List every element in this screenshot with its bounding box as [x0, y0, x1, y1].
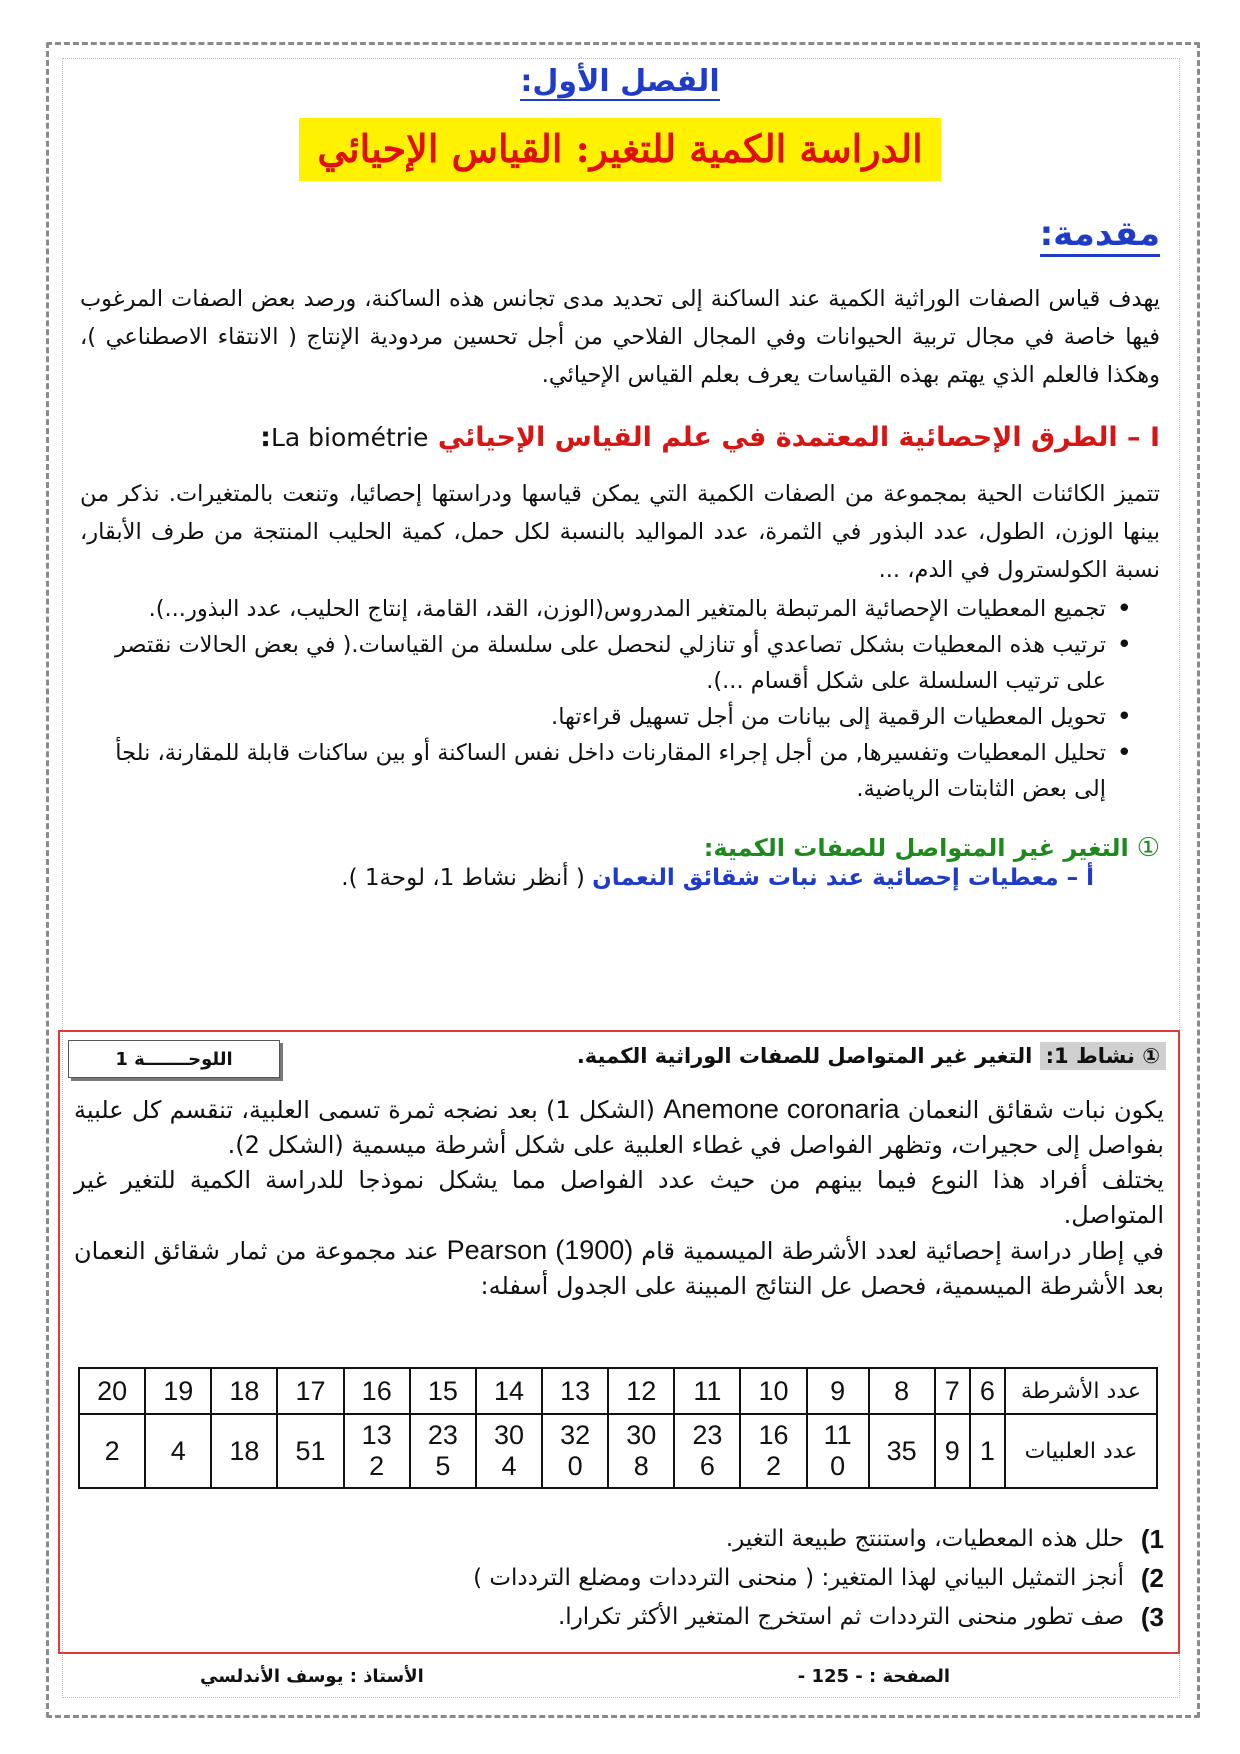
activity-p3-start: في إطار دراسة إحصائية لعدد الأشرطة الميسمية قام [641, 1237, 1164, 1265]
author-name: الأستاذ : يوسف الأندلسي [200, 1666, 424, 1687]
table-cell: 8 [869, 1368, 935, 1414]
table-cell: 17 [277, 1368, 343, 1414]
section-1-colon: : [260, 422, 271, 453]
study-year: (1900) [555, 1235, 634, 1265]
table-cell [145, 1414, 211, 1488]
questions-list [74, 1520, 1164, 1637]
table-cell [674, 1414, 740, 1488]
title-wrap [80, 118, 1160, 200]
activity-heading [577, 1044, 1166, 1068]
table-cell [740, 1414, 806, 1488]
table-cell: 15 [410, 1368, 476, 1414]
cell-line: 2 [104, 1435, 120, 1466]
question-number: 1) [1140, 1524, 1164, 1554]
list-item: • تحليل المعطيات وتفسيرها, من أجل إجراء المقارنات داخل نفس الساكنة أو بين ساكنات قابلة للمقارنة، نلجأ إلى بعض الثابتات الرياضية. [80, 735, 1136, 807]
question-text: أنجز التمثيل البياني لهذا المتغير: ( منحنى الترددات ومضلع الترددات ) [473, 1565, 1124, 1591]
subsection-a-label: أ – معطيات إحصائية عند نبات شقائق النعمان [592, 865, 1094, 891]
question-item [74, 1559, 1164, 1598]
table-cell: 12 [608, 1368, 674, 1414]
activity-paragraph-3 [74, 1233, 1164, 1304]
section-1-paragraph: تتميز الكائنات الحية بمجموعة من الصفات الكمية التي يمكن قياسها ودراستها إحصائيا، وتنعت بالمتغيرات. نذكر من بينها الوزن، الطول، عدد البذور في الثمرة، عدد المواليد بالنسبة لكل حمل، كمية الحليب المنتجة من طرف الأبقار، نسبة الكولسترول في الدم، ... [80, 481, 1160, 583]
question-item [74, 1520, 1164, 1559]
row-header-capsules: عدد العلبيات [1005, 1414, 1157, 1488]
table-cell: 20 [79, 1368, 145, 1414]
cell-line: 13 [361, 1420, 392, 1450]
table-cell [79, 1414, 145, 1488]
cell-line: 32 [560, 1420, 591, 1450]
question-number: 2) [1140, 1563, 1164, 1593]
activity-p3-end: عند مجموعة من ثمار شقائق النعمان بعد الأشرطة الميسمية، فحصل عل النتائج المبينة على الجدول أسفله: [74, 1237, 1164, 1300]
cell-line: 18 [229, 1435, 260, 1466]
cell-line: 9 [944, 1435, 960, 1466]
table-cell [935, 1414, 970, 1488]
cell-line: 23 [427, 1420, 458, 1450]
species-name: Anemone coronaria [663, 1094, 900, 1124]
table-cell: 13 [542, 1368, 608, 1414]
cell-line: 30 [493, 1420, 524, 1450]
cell-line: 51 [295, 1435, 326, 1466]
list-item: • تجميع المعطيات الإحصائية المرتبطة بالمتغير المدروس(الوزن، القد، القامة، إنتاج الحليب، عدد البذور...). [80, 591, 1136, 627]
table-row [79, 1414, 1157, 1488]
table-cell: 6 [970, 1368, 1005, 1414]
table-cell: 14 [476, 1368, 542, 1414]
cell-line: 0 [830, 1451, 846, 1481]
cell-line: 23 [692, 1420, 723, 1450]
table-cell [807, 1414, 869, 1488]
activity-box [58, 1030, 1180, 1654]
steps-list [80, 591, 1160, 807]
cell-line: 6 [699, 1451, 715, 1481]
table-cell [344, 1414, 410, 1488]
cell-line: 11 [823, 1420, 852, 1450]
table-cell [211, 1414, 277, 1488]
subsection-a-heading [80, 865, 1160, 891]
activity-p1-start: يكون نبات شقائق النعمان [907, 1096, 1165, 1124]
table-cell: 7 [935, 1368, 970, 1414]
intro-paragraph: يهدف قياس الصفات الوراثية الكمية عند الساكنة إلى تحديد مدى تجانس هذه الساكنة، ورصد بعض الصفات المرغوب فيها خاصة في مجال تربية الحيوانات وفي المجال الفلاحي من أجل تحسين مردودية الإنتاج ( الانتقاء الاصطناعي )، وهكذا فالعلم الذي يهتم بهذه القياسات يعرف بعلم القياس الإحيائي. [80, 286, 1160, 388]
subsection-a-ref: ( أنظر نشاط 1، لوحة1 ). [341, 865, 585, 891]
cell-line: 8 [633, 1451, 649, 1481]
question-number: 3) [1140, 1602, 1164, 1632]
table-cell [542, 1414, 608, 1488]
document-title: الدراسة الكمية للتغير: القياس الإحيائي [299, 118, 940, 181]
section-1-latin: La biométrie [270, 423, 429, 452]
activity-title: التغير غير المتواصل للصفات الوراثية الكمية. [576, 1044, 1033, 1068]
page-footer [0, 1666, 1240, 1696]
cell-line: 4 [170, 1435, 186, 1466]
cell-line: 4 [501, 1451, 517, 1481]
cell-line: 2 [369, 1451, 385, 1481]
cell-line: 1 [979, 1435, 995, 1466]
cell-line: 35 [886, 1435, 917, 1466]
table-cell: 19 [145, 1368, 211, 1414]
table-cell: 9 [807, 1368, 869, 1414]
document-body [80, 60, 1160, 891]
activity-body [74, 1092, 1164, 1304]
activity-paragraph-1 [74, 1092, 1164, 1163]
table-cell: 16 [344, 1368, 410, 1414]
question-text: صف تطور منحنى الترددات ثم استخرج المتغير الأكثر تكرارا. [558, 1604, 1124, 1630]
scientist-name: Pearson [446, 1235, 548, 1265]
cell-line: 5 [435, 1451, 451, 1481]
cell-line: 0 [567, 1451, 583, 1481]
cell-line: 30 [626, 1420, 657, 1450]
activity-paragraph-2: يختلف أفراد هذا النوع فيما بينهم من حيث عدد الفواصل مما يشكل نموذجا للدراسة الكمية للتغير غير المتواصل. [74, 1166, 1164, 1229]
subsection-1-title: التغير غير المتواصل للصفات الكمية: [703, 834, 1129, 862]
table-row [79, 1368, 1157, 1414]
table-cell [277, 1414, 343, 1488]
section-1-label: I – الطرق الإحصائية المعتمدة في علم القياس الإحيائي [437, 422, 1160, 453]
subsection-1-heading [80, 833, 1160, 863]
activity-p1-end: (الشكل 1) بعد نضجه ثمرة تسمى العلبية، تنقسم كل علبية بفواصل إلى حجيرات، وتظهر الفواصل في غطاء العلبية على شكل أشرطة ميسمية (الشكل 2). [74, 1096, 1164, 1159]
circled-number-icon: ① [1136, 833, 1160, 863]
intro-heading-text: مقدمة: [1040, 214, 1160, 257]
chapter-heading [80, 64, 1160, 108]
table-cell: 10 [740, 1368, 806, 1414]
activity-label: ① نشاط 1: [1040, 1042, 1166, 1070]
question-item [74, 1598, 1164, 1637]
plate-label: اللوحـــــــة 1 [68, 1040, 280, 1078]
table-cell [476, 1414, 542, 1488]
page-number: الصفحة : - 125 - [797, 1666, 950, 1687]
table-cell [608, 1414, 674, 1488]
chapter-text: الفصل الأول: [520, 64, 720, 99]
question-text: حلل هذه المعطيات، واستنتج طبيعة التغير. [725, 1526, 1124, 1552]
cell-line: 2 [766, 1451, 782, 1481]
table-cell: 11 [674, 1368, 740, 1414]
row-header-stripes: عدد الأشرطة [1005, 1368, 1157, 1414]
section-1-heading [80, 422, 1160, 453]
table-cell [410, 1414, 476, 1488]
cell-line: 16 [758, 1420, 789, 1450]
intro-heading [80, 214, 1160, 262]
list-item: • ترتيب هذه المعطيات بشكل تصاعدي أو تنازلي لنحصل على سلسلة من القياسات.( في بعض الحالات نقتصر على ترتيب السلسلة على شكل أقسام ...). [80, 627, 1136, 699]
table-cell: 18 [211, 1368, 277, 1414]
table-cell [970, 1414, 1005, 1488]
data-table [78, 1367, 1158, 1489]
list-item: • تحويل المعطيات الرقمية إلى بيانات من أجل تسهيل قراءتها. [80, 699, 1136, 735]
table-cell [869, 1414, 935, 1488]
